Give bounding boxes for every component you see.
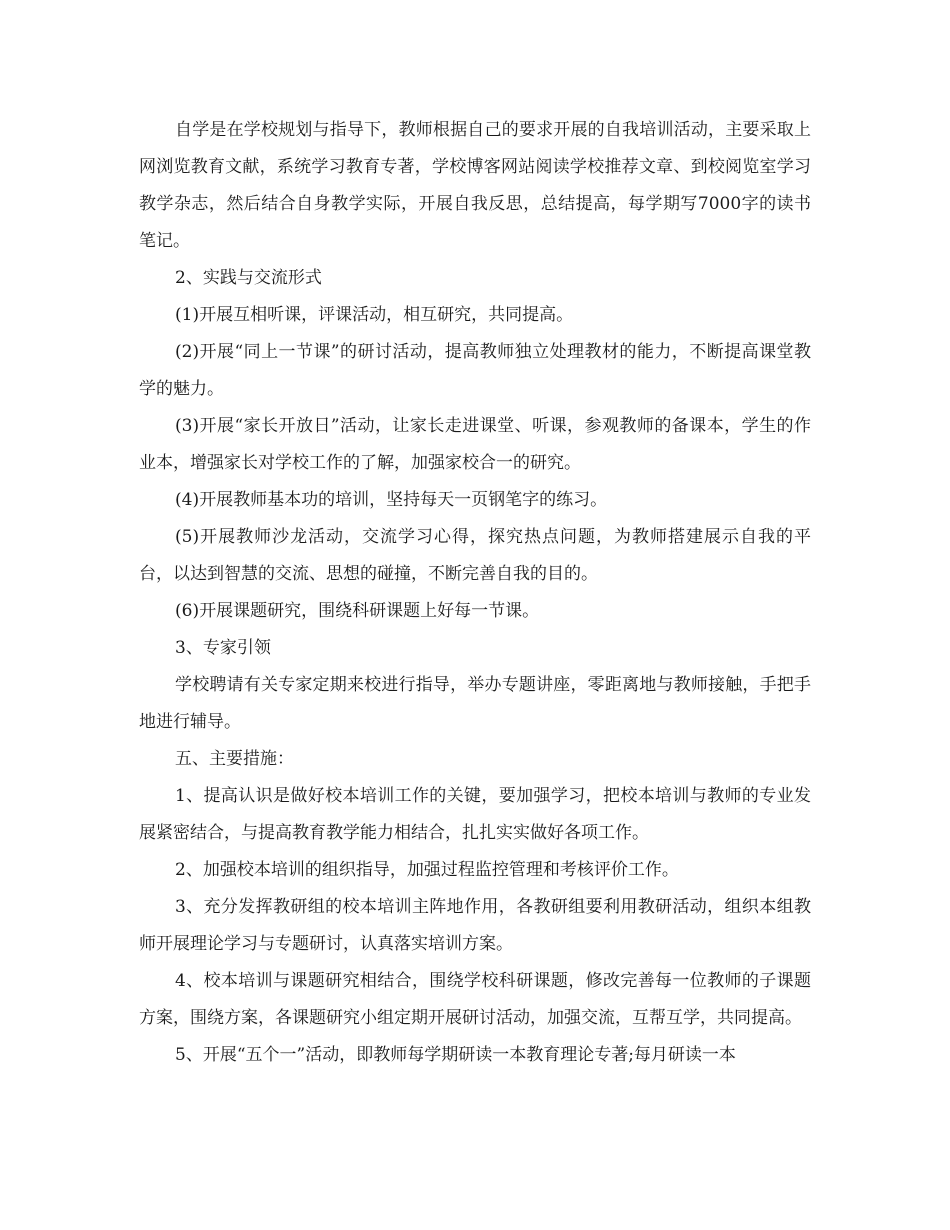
paragraph-expert-guidance: 学校聘请有关专家定期来校进行指导，举办专题讲座，零距离地与教师接触，手把手地进行辅导。 [139, 675, 811, 732]
measure-item-5: 5、开展“五个一”活动，即教师每学期研读一本教育理论专著;每月研读一本 [175, 1045, 736, 1065]
list-item-6: (6)开展课题研究，围绕科研课题上好每一节课。 [175, 601, 540, 621]
paragraph-self-study: 自学是在学校规划与指导下，教师根据自己的要求开展的自我培训活动，主要采取上网浏览教育文献，系统学习教育专著，学校博客网站阅读学校推荐文章、到校阅览室学习教学杂志，然后结合自身教学实际，开展自我反思，总结提高，每学期写7000字的读书笔记。 [139, 120, 811, 251]
list-item-2: (2)开展“同上一节课”的研讨活动，提高教师独立处理教材的能力，不断提高课堂教学的魅力。 [139, 342, 811, 399]
heading-practice-exchange: 2、实践与交流形式 [175, 268, 322, 288]
measure-item-2: 2、加强校本培训的组织指导，加强过程监控管理和考核评价工作。 [175, 860, 679, 880]
measure-item-3: 3、充分发挥教研组的校本培训主阵地作用，各教研组要利用教研活动，组织本组教师开展理论学习与专题研讨，认真落实培训方案。 [139, 897, 811, 954]
list-item-3: (3)开展“家长开放日”活动，让家长走进课堂、听课，参观教师的备课本，学生的作业本，增强家长对学校工作的了解，加强家校合一的研究。 [139, 416, 811, 473]
measure-item-1: 1、提高认识是做好校本培训工作的关键，要加强学习，把校本培训与教师的专业发展紧密结合，与提高教育教学能力相结合，扎扎实实做好各项工作。 [139, 786, 811, 843]
list-item-1: (1)开展互相听课，评课活动，相互研究，共同提高。 [175, 305, 574, 325]
document-body [139, 112, 811, 1074]
list-item-4: (4)开展教师基本功的培训，坚持每天一页钢笔字的练习。 [175, 490, 608, 510]
measure-item-4: 4、校本培训与课题研究相结合，围绕学校科研课题，修改完善每一位教师的子课题方案，围绕方案，各课题研究小组定期开展研讨活动，加强交流，互帮互学，共同提高。 [139, 971, 811, 1028]
heading-main-measures: 五、主要措施： [175, 749, 294, 769]
list-item-5: (5)开展教师沙龙活动，交流学习心得，探究热点问题，为教师搭建展示自我的平台，以达到智慧的交流、思想的碰撞，不断完善自我的目的。 [139, 527, 811, 584]
heading-expert-guidance: 3、专家引领 [175, 638, 271, 658]
